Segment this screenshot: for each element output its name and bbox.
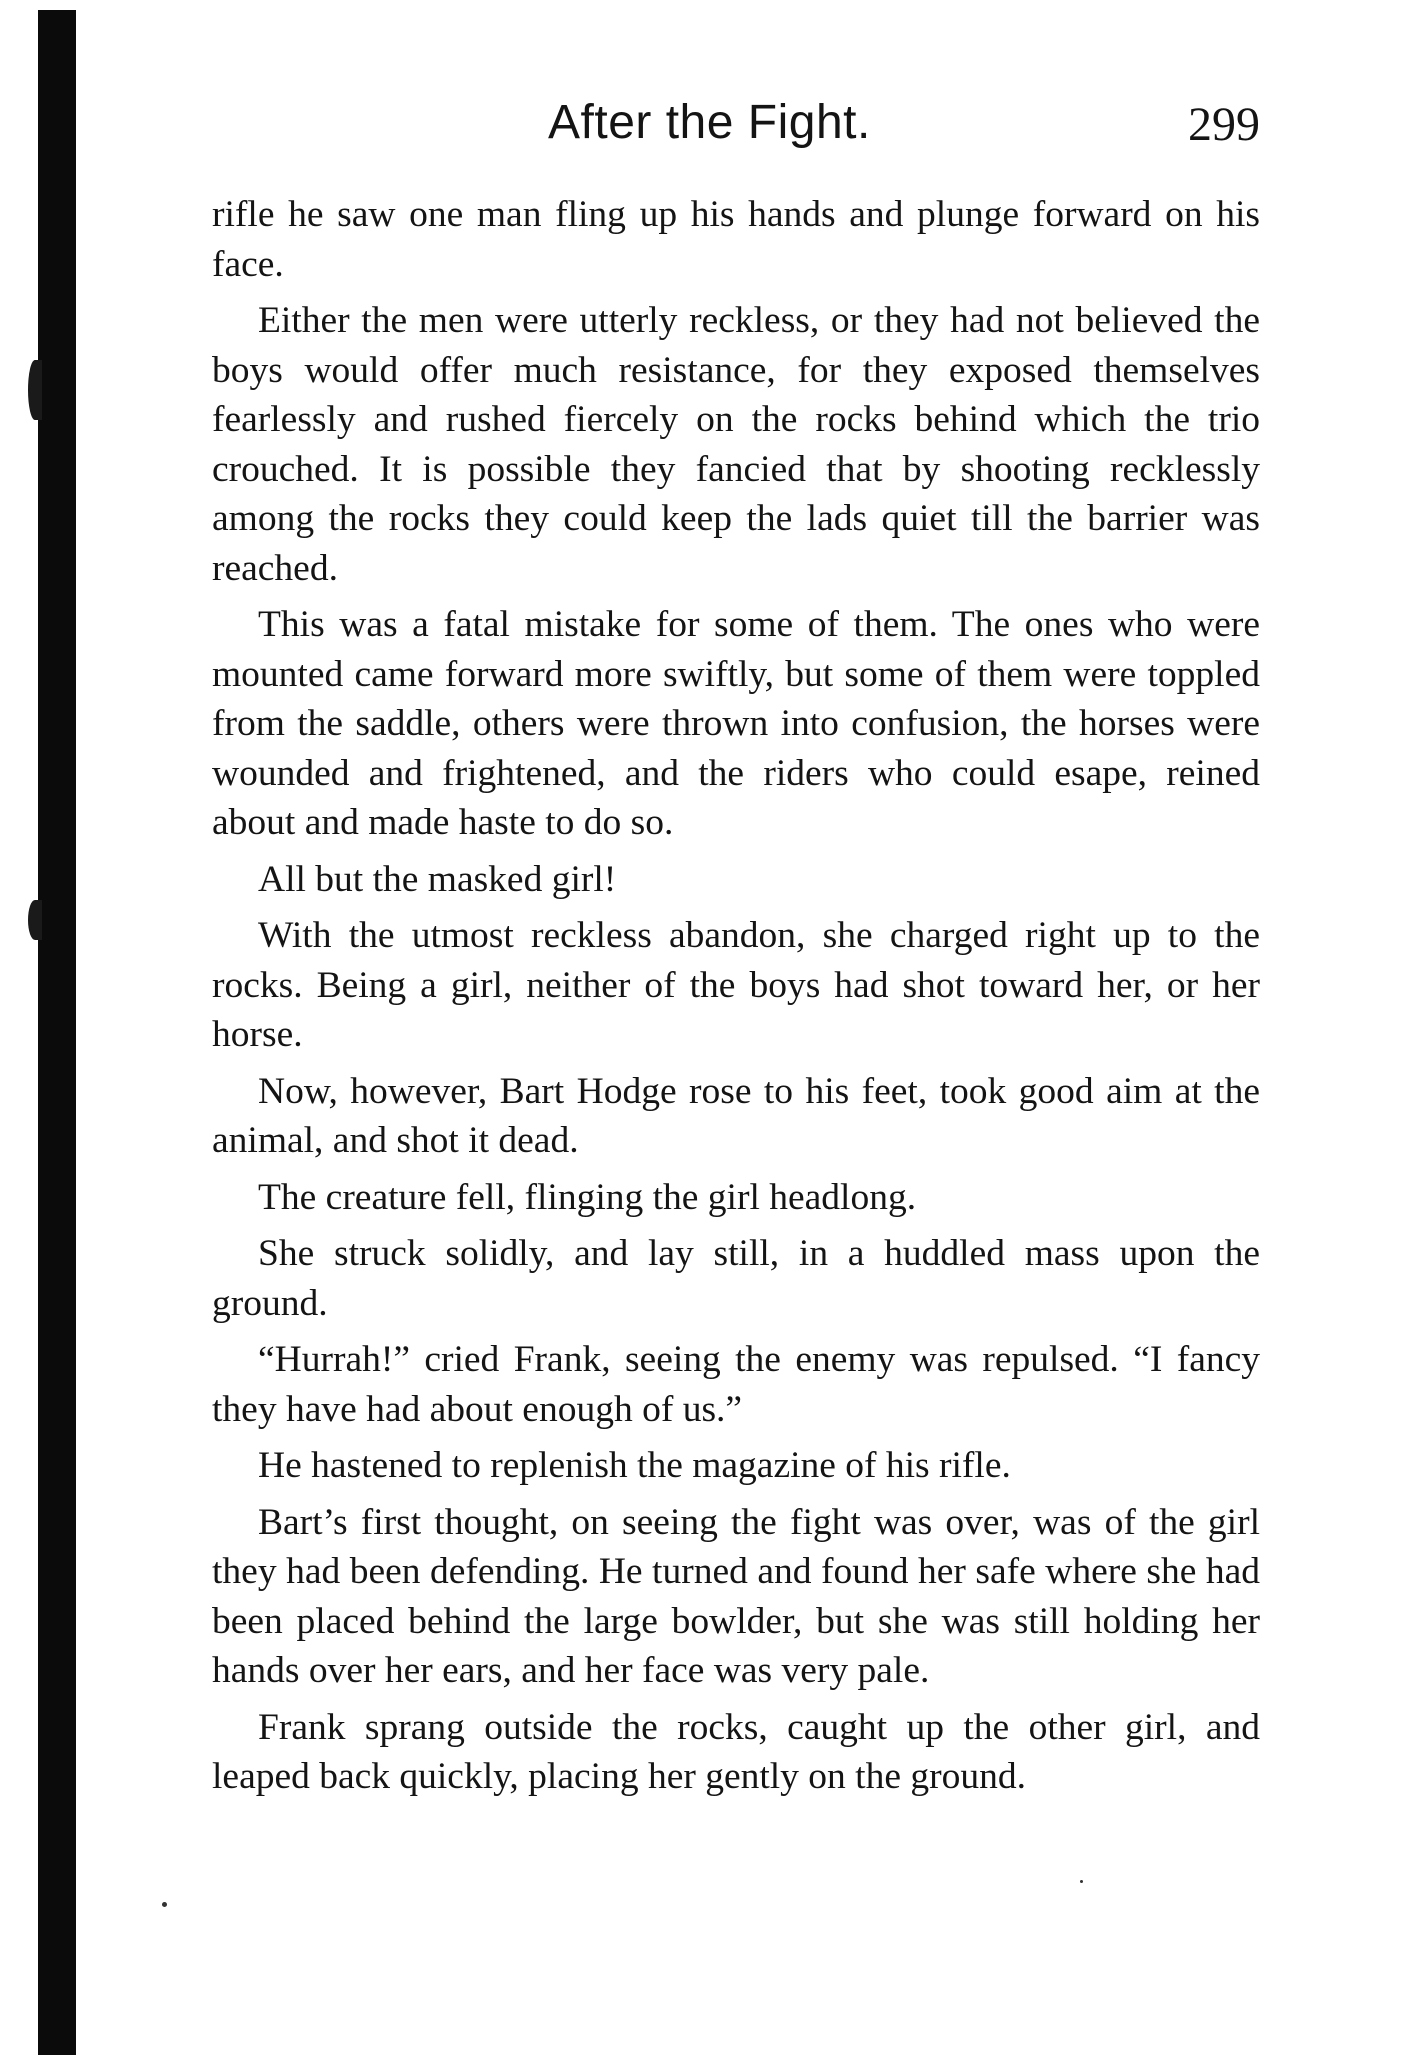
paragraph: The creature fell, flinging the girl headlong. — [258, 1176, 917, 1218]
ink-speck — [1080, 1880, 1083, 1883]
ink-speck — [162, 1902, 167, 1907]
paragraph: Frank sprang outside the rocks, caught up the other girl, and leaped back quickly, placing her gently on the ground. — [212, 1706, 1260, 1797]
paragraph: Either the men were utterly reckless, or they had not believed the boys would offer much resistance, for they exposed themselves fearlessly and rushed fiercely on the rocks behind which the trio crouched. It is possible they fancied that by shooting recklessly among the rocks they could keep the lads quiet till the barrier was reached. — [212, 300, 1260, 589]
page-binding-edge — [38, 10, 76, 2055]
body-text — [212, 190, 1260, 1809]
paragraph: She struck solidly, and lay still, in a huddled mass upon the ground. — [212, 1233, 1260, 1324]
paragraph: “Hurrah!” cried Frank, seeing the enemy was repulsed. “I fancy they have had about enough of us.” — [212, 1339, 1260, 1430]
paragraph: Now, however, Bart Hodge rose to his feet, took good aim at the animal, and shot it dead. — [212, 1070, 1260, 1161]
paragraph: All but the masked girl! — [258, 858, 617, 900]
running-head — [212, 95, 1260, 165]
paragraph: Bart’s first thought, on seeing the fight was over, was of the girl they had been defending. He turned and found her safe where she had been placed behind the large bowlder, but she was still holding her hands over her ears, and her face was very pale. — [212, 1501, 1260, 1691]
paragraph: This was a fatal mistake for some of them. The ones who were mounted came forward more swiftly, but some of them were toppled from the saddle, others were thrown into confusion, the horses were wounded and frightened, and the riders who could esape, reined about and made haste to do so. — [212, 604, 1260, 843]
paragraph: rifle he saw one man fling up his hands and plunge forward on his face. — [212, 194, 1260, 285]
paragraph: He hastened to replenish the magazine of his rifle. — [258, 1445, 1011, 1486]
page-number: 299 — [1188, 98, 1260, 151]
binding-edge-fray — [28, 360, 42, 420]
chapter-title: After the Fight. — [548, 96, 871, 149]
paragraph: With the utmost reckless abandon, she charged right up to the rocks. Being a girl, neither of the boys had shot toward her, or her horse. — [212, 915, 1260, 1055]
binding-edge-fray — [28, 900, 42, 940]
